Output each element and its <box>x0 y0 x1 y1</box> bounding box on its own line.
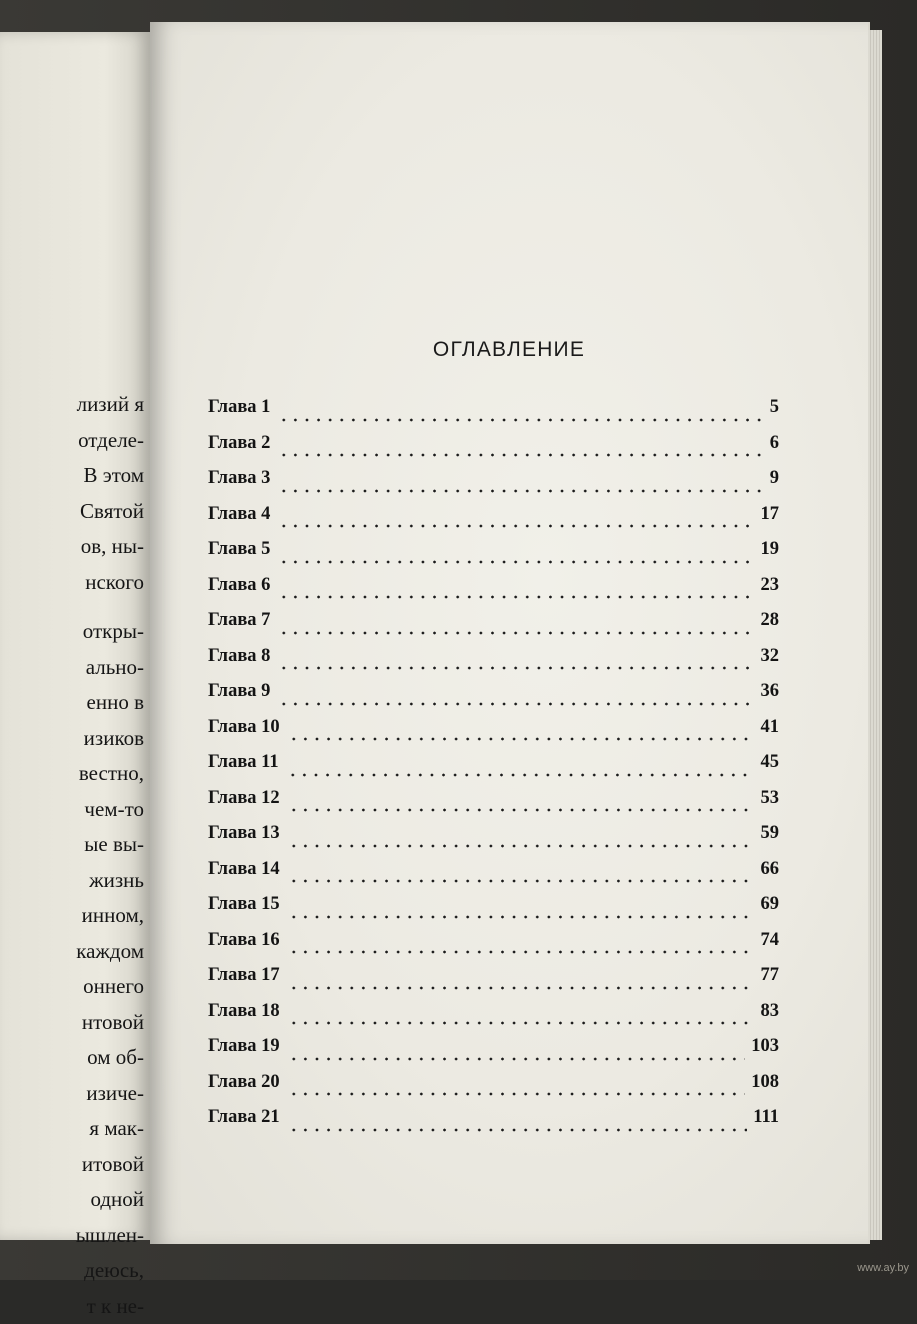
toc-entry-page-number: 69 <box>761 894 780 915</box>
toc-entry-label: Глава 5 <box>208 539 270 560</box>
toc-entry-label: Глава 20 <box>208 1072 280 1093</box>
left-page-line: изиков <box>0 721 144 757</box>
left-page-line: оннего <box>0 969 144 1005</box>
toc-entry-page-number: 41 <box>761 717 780 738</box>
page-edges <box>868 30 882 1240</box>
toc-entry <box>208 930 779 966</box>
table-of-contents <box>208 397 779 1143</box>
dot-leader <box>288 1057 746 1061</box>
dot-leader <box>287 773 755 777</box>
toc-entry-page-number: 83 <box>761 1001 780 1022</box>
toc-entry-label: Глава 7 <box>208 610 270 631</box>
toc-entry-label: Глава 18 <box>208 1001 280 1022</box>
dot-leader <box>288 1021 755 1025</box>
dot-leader <box>278 595 754 599</box>
dot-leader <box>278 489 763 493</box>
toc-entry-page-number: 36 <box>761 681 780 702</box>
toc-entry-label: Глава 17 <box>208 965 280 986</box>
toc-entry-page-number: 5 <box>770 397 779 418</box>
toc-entry <box>208 575 779 611</box>
left-page-line: ом об- <box>0 1040 144 1076</box>
left-page-line: ышлен- <box>0 1218 144 1254</box>
toc-entry <box>208 1072 779 1108</box>
toc-entry-page-number: 23 <box>761 575 780 596</box>
paragraph-gap <box>0 600 144 614</box>
left-page-text <box>0 387 144 1324</box>
toc-entry-page-number: 66 <box>761 859 780 880</box>
toc-entry <box>208 504 779 540</box>
toc-title: ОГЛАВЛЕНИЕ <box>150 338 868 362</box>
dot-leader <box>278 666 754 670</box>
toc-entry-label: Глава 13 <box>208 823 280 844</box>
left-page-line: ые вы- <box>0 827 144 863</box>
toc-entry-label: Глава 11 <box>208 752 279 773</box>
left-page-line: чем-то <box>0 792 144 828</box>
toc-entry-page-number: 108 <box>751 1072 779 1093</box>
toc-entry <box>208 1001 779 1037</box>
toc-entry-label: Глава 9 <box>208 681 270 702</box>
toc-entry-label: Глава 4 <box>208 504 270 525</box>
toc-entry-page-number: 45 <box>761 752 780 773</box>
toc-entry <box>208 539 779 575</box>
toc-entry <box>208 859 779 895</box>
toc-entry <box>208 823 779 859</box>
toc-entry <box>208 752 779 788</box>
toc-entry <box>208 1107 779 1143</box>
left-page-line: деюсь, <box>0 1253 144 1289</box>
dot-leader <box>288 915 755 919</box>
dot-leader <box>278 524 754 528</box>
dot-leader <box>288 950 755 954</box>
left-page-line: каждом <box>0 934 144 970</box>
left-page-line: вестно, <box>0 756 144 792</box>
toc-entry-page-number: 17 <box>761 504 780 525</box>
toc-entry <box>208 788 779 824</box>
dot-leader <box>278 560 754 564</box>
dot-leader <box>278 631 754 635</box>
toc-entry-page-number: 59 <box>761 823 780 844</box>
toc-entry-label: Глава 10 <box>208 717 280 738</box>
left-page-line: т к не- <box>0 1289 144 1324</box>
toc-entry-page-number: 28 <box>761 610 780 631</box>
toc-entry <box>208 646 779 682</box>
toc-entry <box>208 894 779 930</box>
left-page-line: Святой <box>0 494 144 530</box>
dot-leader <box>288 737 755 741</box>
dot-leader <box>278 418 763 422</box>
dot-leader <box>288 808 755 812</box>
left-page-line: лизий я <box>0 387 144 423</box>
toc-entry-label: Глава 15 <box>208 894 280 915</box>
toc-entry-label: Глава 1 <box>208 397 270 418</box>
left-page-line: В этом <box>0 458 144 494</box>
toc-entry-label: Глава 21 <box>208 1107 280 1128</box>
toc-entry <box>208 610 779 646</box>
dot-leader <box>288 1092 746 1096</box>
left-page-line: енно в <box>0 685 144 721</box>
left-page <box>0 32 150 1240</box>
toc-entry-label: Глава 14 <box>208 859 280 880</box>
left-page-line: ов, ны- <box>0 529 144 565</box>
toc-entry <box>208 1036 779 1072</box>
toc-entry <box>208 468 779 504</box>
left-page-line: жизнь <box>0 863 144 899</box>
toc-entry-page-number: 32 <box>761 646 780 667</box>
toc-entry-label: Глава 3 <box>208 468 270 489</box>
toc-entry-label: Глава 8 <box>208 646 270 667</box>
dot-leader <box>278 453 763 457</box>
left-page-line: я мак- <box>0 1111 144 1147</box>
dot-leader <box>288 1128 748 1132</box>
toc-entry <box>208 681 779 717</box>
toc-entry-label: Глава 6 <box>208 575 270 596</box>
toc-entry-page-number: 74 <box>761 930 780 951</box>
left-page-line: инном, <box>0 898 144 934</box>
toc-entry-label: Глава 12 <box>208 788 280 809</box>
toc-entry <box>208 397 779 433</box>
toc-entry-page-number: 111 <box>753 1107 779 1128</box>
dot-leader <box>288 879 755 883</box>
left-page-line: итовой <box>0 1147 144 1183</box>
left-page-line: нтовой <box>0 1005 144 1041</box>
toc-entry-page-number: 77 <box>761 965 780 986</box>
toc-entry <box>208 717 779 753</box>
toc-entry-label: Глава 19 <box>208 1036 280 1057</box>
dot-leader <box>288 844 755 848</box>
toc-entry-page-number: 53 <box>761 788 780 809</box>
left-page-line: откры- <box>0 614 144 650</box>
left-page-line: отделе- <box>0 423 144 459</box>
toc-entry-page-number: 19 <box>761 539 780 560</box>
toc-entry <box>208 965 779 1001</box>
dot-leader <box>278 702 754 706</box>
dot-leader <box>288 986 755 990</box>
left-page-line: нского <box>0 565 144 601</box>
toc-entry-page-number: 6 <box>770 433 779 454</box>
left-page-line: одной <box>0 1182 144 1218</box>
toc-entry-page-number: 103 <box>751 1036 779 1057</box>
left-page-line: ально- <box>0 650 144 686</box>
toc-entry <box>208 433 779 469</box>
toc-entry-page-number: 9 <box>770 468 779 489</box>
watermark: www.ay.by <box>857 1262 909 1274</box>
toc-entry-label: Глава 2 <box>208 433 270 454</box>
left-page-line: изиче- <box>0 1076 144 1112</box>
toc-entry-label: Глава 16 <box>208 930 280 951</box>
